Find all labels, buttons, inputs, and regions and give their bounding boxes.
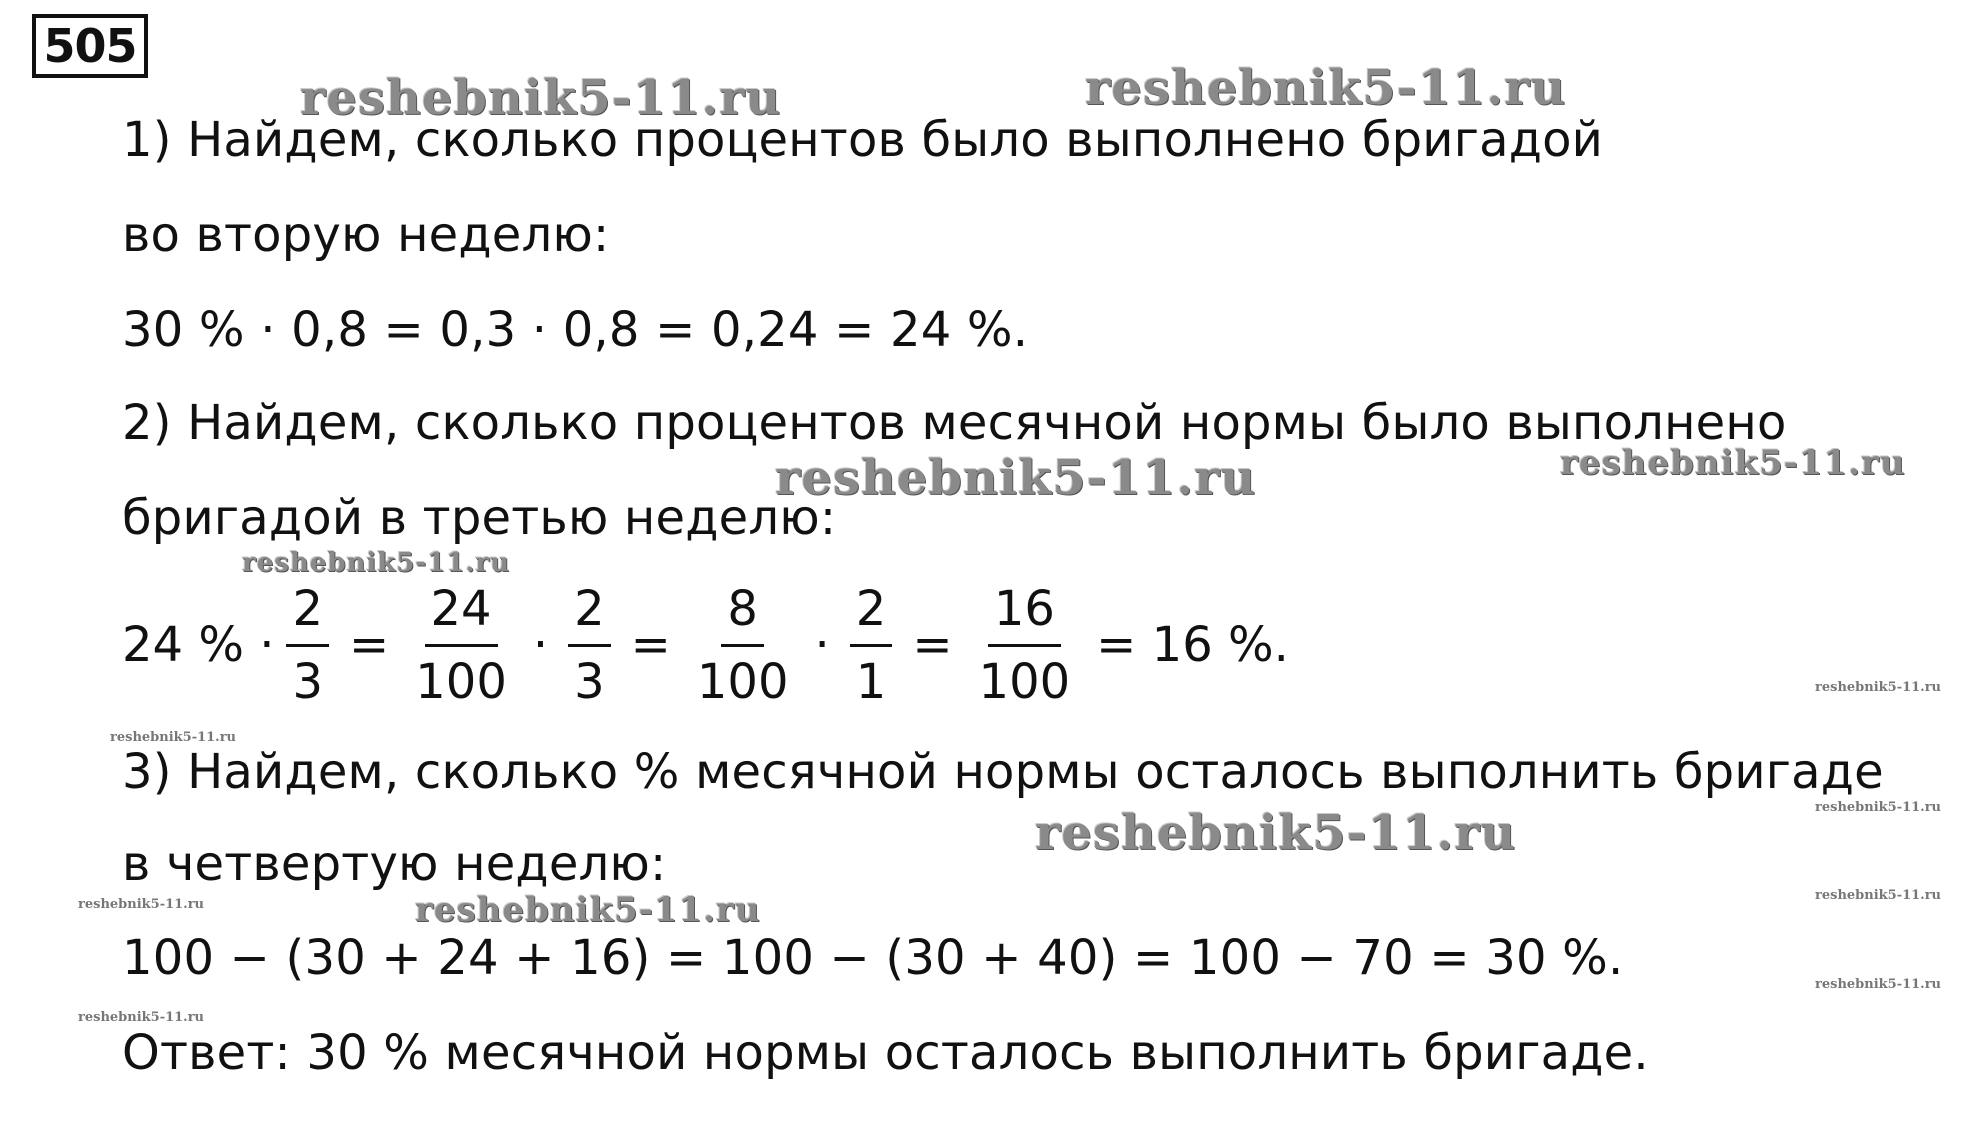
fraction	[691, 580, 795, 711]
fraction	[409, 580, 513, 711]
watermark: reshebnik5-11.ru	[1085, 60, 1567, 116]
answer-text: Ответ: 30 % месячной нормы осталось выполнить бригаде.	[122, 1025, 1649, 1081]
numerator: 2	[286, 580, 329, 647]
watermark: reshebnik5-11.ru	[1815, 800, 1942, 815]
task-number-box	[32, 14, 148, 78]
multiply-sign: ·	[532, 617, 549, 673]
watermark: reshebnik5-11.ru	[300, 70, 782, 126]
numerator: 2	[568, 580, 611, 647]
denominator: 3	[292, 653, 324, 710]
step2-text: 2) Найдем, сколько процентов месячной нормы было выполнено	[122, 395, 1787, 451]
denominator: 100	[696, 653, 789, 710]
watermark: reshebnik5-11.ru	[1815, 680, 1942, 695]
watermark: reshebnik5-11.ru	[415, 890, 761, 930]
step3-calc: 100 − (30 + 24 + 16) = 100 − (30 + 40) = 100 − 70 = 30 %.	[122, 930, 1624, 986]
fraction	[973, 580, 1077, 711]
equals-sign: =	[349, 617, 390, 673]
watermark: reshebnik5-11.ru	[1035, 805, 1517, 861]
fraction	[850, 580, 893, 711]
step3-text-cont: в четвертую неделю:	[122, 836, 667, 892]
watermark: reshebnik5-11.ru	[110, 730, 237, 745]
fraction	[286, 580, 329, 711]
watermark: reshebnik5-11.ru	[1560, 443, 1906, 483]
step3-text: 3) Найдем, сколько % месячной нормы осталось выполнить бригаде	[122, 744, 1884, 800]
fraction	[568, 580, 611, 711]
formula-lead: 24 % ·	[122, 617, 275, 673]
numerator: 16	[988, 580, 1061, 647]
equals-sign: =	[630, 617, 671, 673]
denominator: 3	[574, 653, 605, 710]
step2-calc	[122, 575, 1297, 715]
step1-text: 1) Найдем, сколько процентов было выполнено бригадой	[122, 112, 1604, 168]
numerator: 8	[721, 580, 764, 647]
watermark: reshebnik5-11.ru	[242, 548, 511, 578]
multiply-sign: ·	[814, 617, 830, 673]
watermark: reshebnik5-11.ru	[775, 450, 1257, 506]
denominator: 100	[978, 653, 1071, 710]
watermark: reshebnik5-11.ru	[78, 1010, 205, 1025]
watermark: reshebnik5-11.ru	[78, 897, 205, 912]
watermark: reshebnik5-11.ru	[1815, 888, 1942, 903]
step1-calc: 30 % · 0,8 = 0,3 · 0,8 = 0,24 = 24 %.	[122, 302, 1029, 358]
denominator: 100	[415, 653, 507, 710]
step2-text-cont: бригадой в третью неделю:	[122, 490, 837, 546]
denominator: 1	[855, 653, 887, 710]
equals-sign: =	[912, 617, 953, 673]
task-number: 505	[43, 19, 137, 73]
numerator: 2	[850, 580, 893, 647]
watermark: reshebnik5-11.ru	[1815, 977, 1942, 992]
formula-result: = 16 %.	[1096, 617, 1289, 673]
numerator: 24	[425, 580, 498, 647]
step1-text-cont: во вторую неделю:	[122, 207, 610, 263]
